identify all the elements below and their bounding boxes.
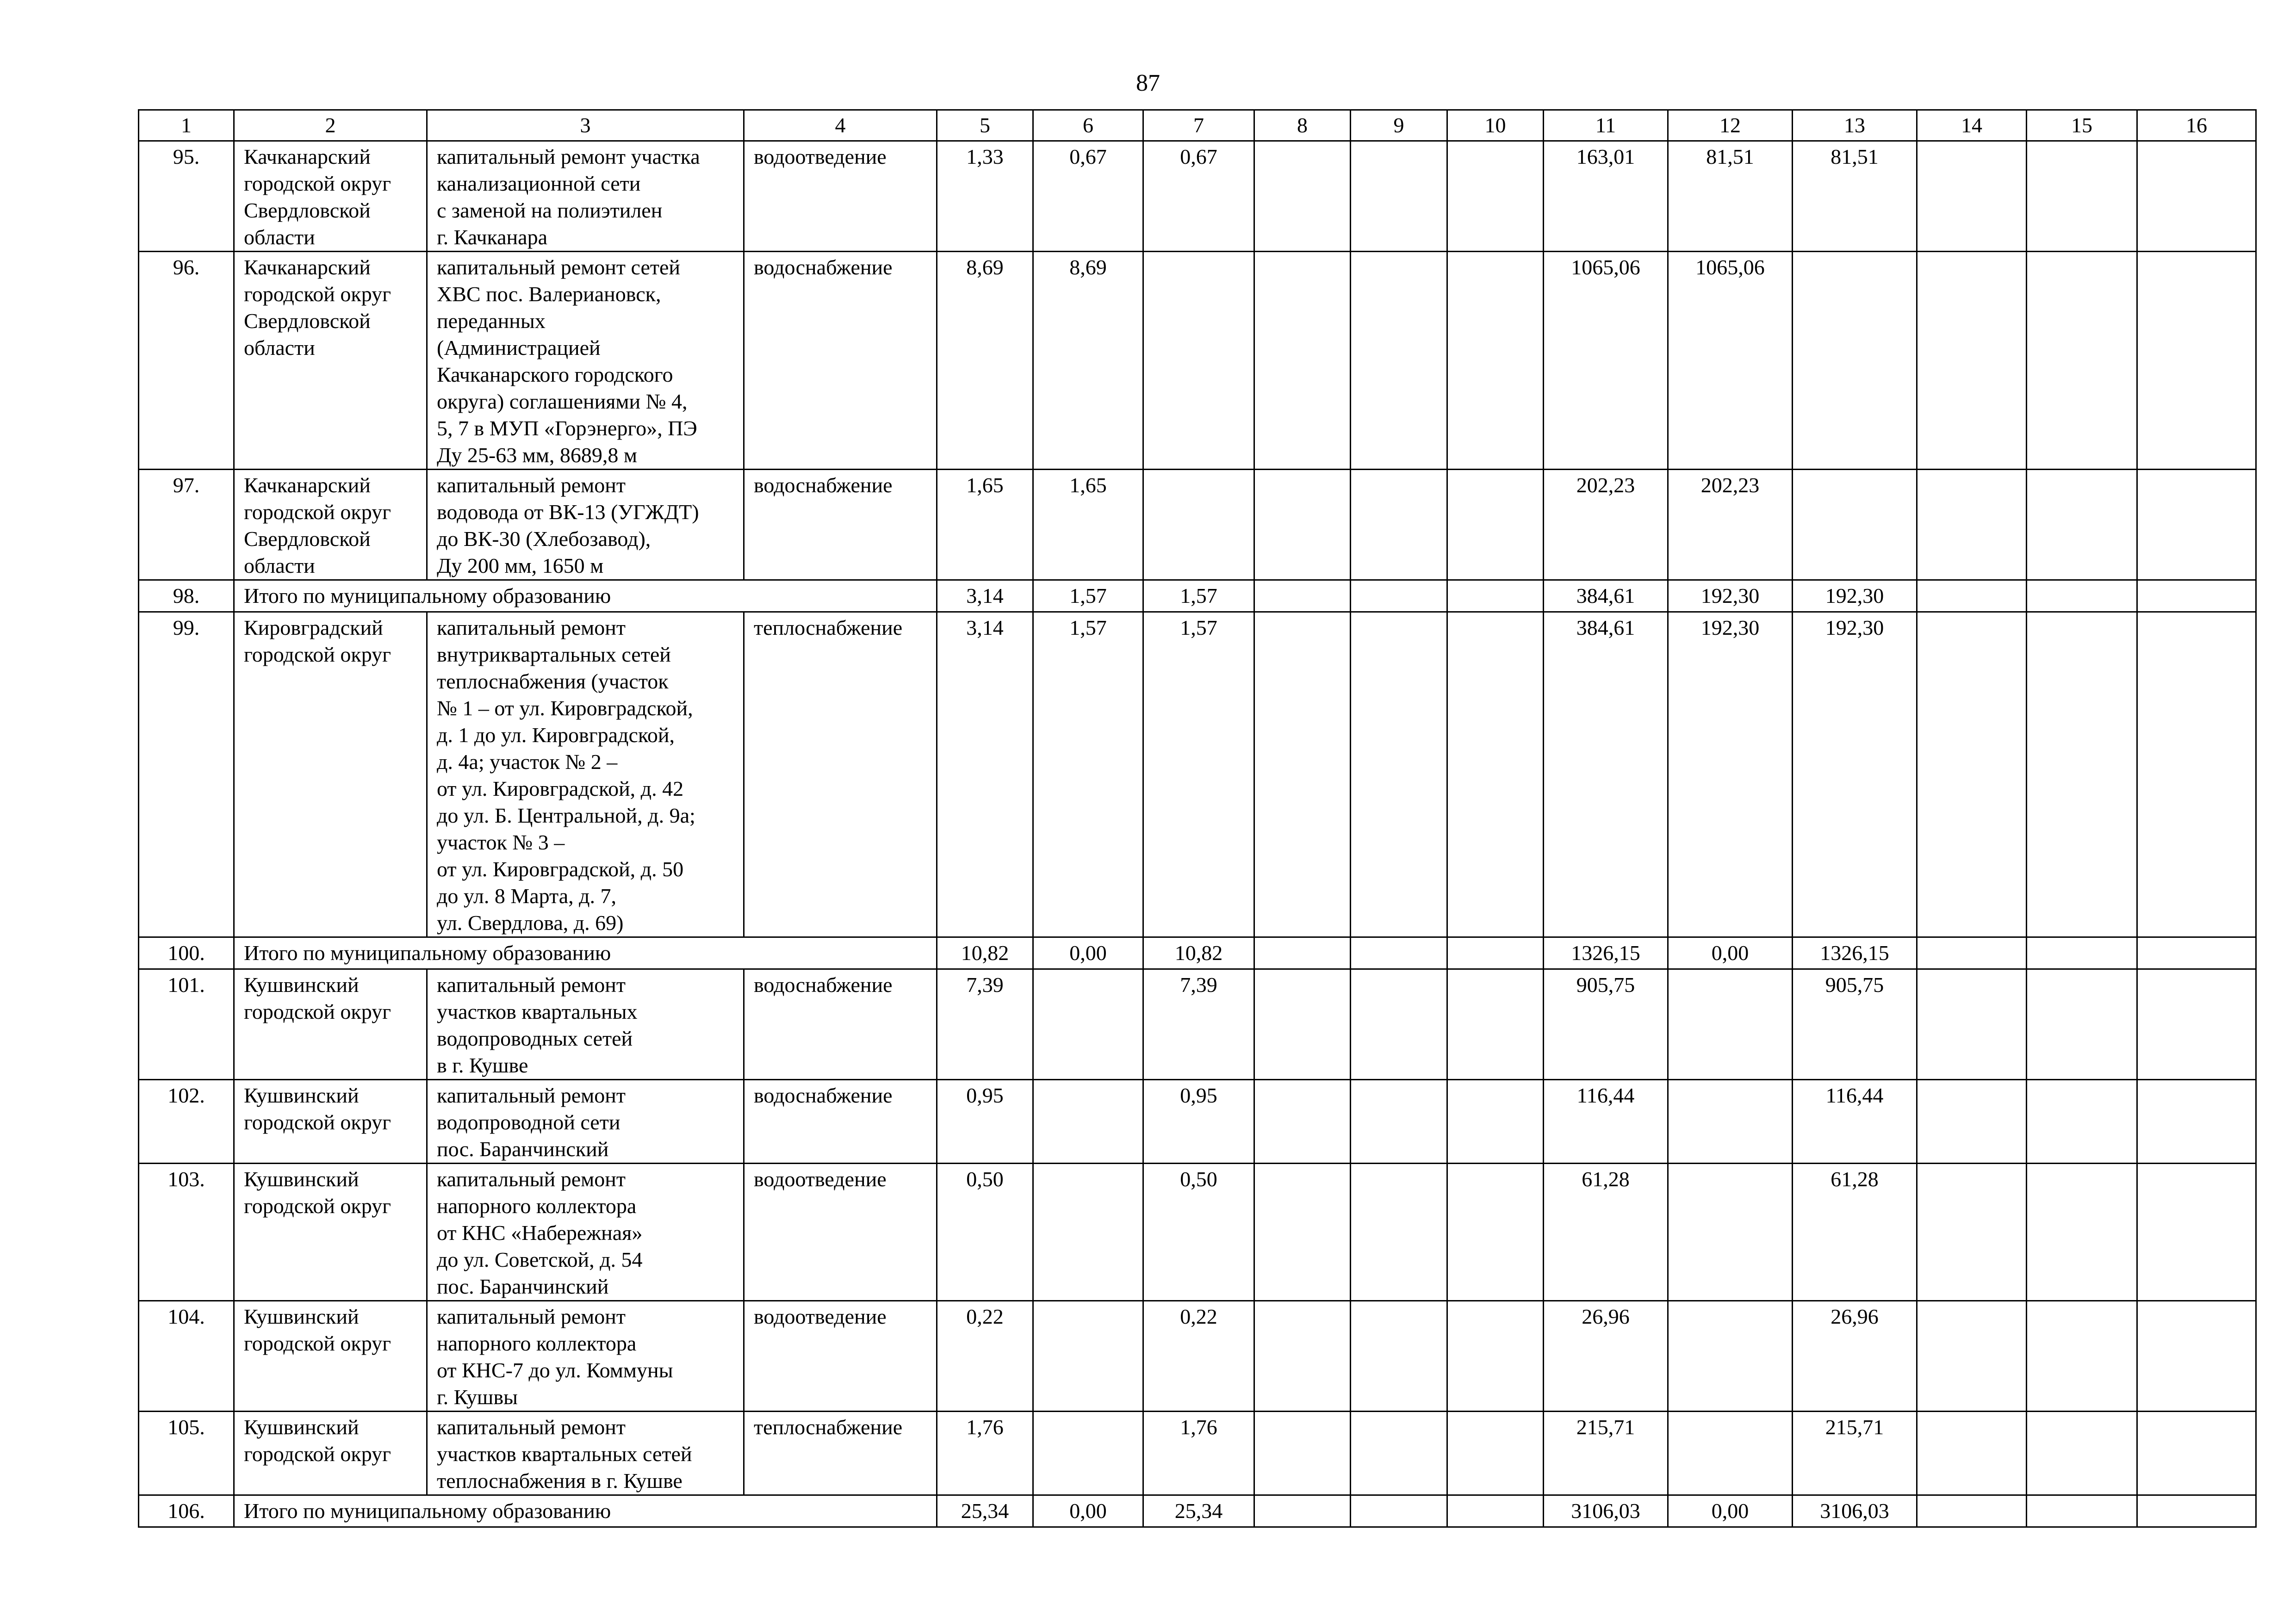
value-cell-c11: 163,01 — [1544, 141, 1668, 252]
table-row — [139, 1164, 2256, 1301]
column-number-cell: 15 — [2027, 110, 2137, 141]
value-cell-c13: 905,75 — [1793, 969, 1917, 1080]
table-row — [139, 612, 2256, 937]
value-cell-c9 — [1351, 1164, 1447, 1301]
municipality-cell: Кушвинский городской округ — [234, 969, 427, 1080]
value-cell-c15 — [2027, 141, 2137, 252]
value-cell-c12: 1065,06 — [1668, 252, 1793, 470]
row-number-cell: 97. — [139, 470, 234, 580]
table-row — [139, 1301, 2256, 1412]
value-cell-c5: 0,22 — [937, 1301, 1033, 1412]
table-body — [139, 110, 2256, 1527]
column-number-cell: 14 — [1917, 110, 2027, 141]
value-cell-c5: 3,14 — [937, 612, 1033, 937]
column-number-cell: 8 — [1254, 110, 1351, 141]
value-cell-c9 — [1351, 1080, 1447, 1164]
value-cell-c9 — [1351, 1495, 1447, 1527]
column-number-cell: 3 — [427, 110, 744, 141]
value-cell-c15 — [2027, 1164, 2137, 1301]
value-cell-c10 — [1447, 1164, 1544, 1301]
row-number-cell: 101. — [139, 969, 234, 1080]
value-cell-c10 — [1447, 1301, 1544, 1412]
value-cell-c8 — [1254, 141, 1351, 252]
value-cell-c11: 202,23 — [1544, 470, 1668, 580]
value-cell-c8 — [1254, 1301, 1351, 1412]
work-description-cell: капитальный ремонт внутриквартальных сетей теплоснабжения (участок № 1 – от ул. Кировградской, д. 1 до ул. Кировградской, д. 4а; участок № 2 – от ул. Кировградской, д. 42 до ул. Б. Центральной, д. 9а; участок № 3 – от ул. Кировградской, д. 50 до ул. 8 Марта, д. 7, ул. Свердлова, д. 69) — [427, 612, 744, 937]
column-number-cell: 1 — [139, 110, 234, 141]
work-description-cell: капитальный ремонт напорного коллектора от КНС «Набережная» до ул. Советской, д. 54 пос. Баранчинский — [427, 1164, 744, 1301]
column-number-cell: 11 — [1544, 110, 1668, 141]
value-cell-c6: 8,69 — [1033, 252, 1143, 470]
value-cell-c16 — [2137, 612, 2256, 937]
value-cell-c14 — [1917, 1301, 2027, 1412]
value-cell-c5: 1,76 — [937, 1412, 1033, 1495]
value-cell-c11: 384,61 — [1544, 612, 1668, 937]
work-description-cell: капитальный ремонт водовода от ВК-13 (УГЖДТ) до ВК-30 (Хлебозавод), Ду 200 мм, 1650 м — [427, 470, 744, 580]
value-cell-c12: 0,00 — [1668, 1495, 1793, 1527]
municipality-cell: Качканарский городской округ Свердловской области — [234, 141, 427, 252]
utility-type-cell: теплоснабжение — [744, 1412, 937, 1495]
value-cell-c9 — [1351, 969, 1447, 1080]
value-cell-c5: 0,50 — [937, 1164, 1033, 1301]
value-cell-c15 — [2027, 612, 2137, 937]
value-cell-c7 — [1143, 252, 1254, 470]
value-cell-c12: 192,30 — [1668, 580, 1793, 612]
value-cell-c13: 26,96 — [1793, 1301, 1917, 1412]
value-cell-c12 — [1668, 1164, 1793, 1301]
value-cell-c13 — [1793, 252, 1917, 470]
value-cell-c5: 1,33 — [937, 141, 1033, 252]
value-cell-c15 — [2027, 969, 2137, 1080]
value-cell-c8 — [1254, 1080, 1351, 1164]
value-cell-c6 — [1033, 1164, 1143, 1301]
value-cell-c11: 215,71 — [1544, 1412, 1668, 1495]
value-cell-c12 — [1668, 1301, 1793, 1412]
value-cell-c13 — [1793, 470, 1917, 580]
work-description-cell: капитальный ремонт участков квартальных водопроводных сетей в г. Кушве — [427, 969, 744, 1080]
value-cell-c16 — [2137, 1080, 2256, 1164]
value-cell-c14 — [1917, 1495, 2027, 1527]
value-cell-c7 — [1143, 470, 1254, 580]
value-cell-c8 — [1254, 1412, 1351, 1495]
column-number-cell: 4 — [744, 110, 937, 141]
value-cell-c14 — [1917, 1080, 2027, 1164]
value-cell-c10 — [1447, 141, 1544, 252]
value-cell-c6 — [1033, 969, 1143, 1080]
value-cell-c9 — [1351, 1412, 1447, 1495]
value-cell-c13: 215,71 — [1793, 1412, 1917, 1495]
table-row — [139, 1080, 2256, 1164]
value-cell-c7: 1,57 — [1143, 580, 1254, 612]
value-cell-c10 — [1447, 580, 1544, 612]
value-cell-c16 — [2137, 1495, 2256, 1527]
value-cell-c15 — [2027, 470, 2137, 580]
value-cell-c9 — [1351, 937, 1447, 969]
utility-type-cell: теплоснабжение — [744, 612, 937, 937]
value-cell-c7: 0,67 — [1143, 141, 1254, 252]
value-cell-c12: 192,30 — [1668, 612, 1793, 937]
row-number-cell: 100. — [139, 937, 234, 969]
column-number-cell: 10 — [1447, 110, 1544, 141]
column-number-cell: 7 — [1143, 110, 1254, 141]
value-cell-c15 — [2027, 937, 2137, 969]
value-cell-c15 — [2027, 1080, 2137, 1164]
value-cell-c9 — [1351, 252, 1447, 470]
column-number-cell: 16 — [2137, 110, 2256, 141]
value-cell-c5: 10,82 — [937, 937, 1033, 969]
value-cell-c9 — [1351, 1301, 1447, 1412]
value-cell-c10 — [1447, 252, 1544, 470]
value-cell-c5: 0,95 — [937, 1080, 1033, 1164]
value-cell-c9 — [1351, 141, 1447, 252]
value-cell-c16 — [2137, 252, 2256, 470]
municipality-cell: Качканарский городской округ Свердловской области — [234, 252, 427, 470]
table-row — [139, 470, 2256, 580]
value-cell-c15 — [2027, 1412, 2137, 1495]
value-cell-c7: 1,76 — [1143, 1412, 1254, 1495]
value-cell-c9 — [1351, 470, 1447, 580]
value-cell-c7: 7,39 — [1143, 969, 1254, 1080]
table-row — [139, 1412, 2256, 1495]
row-number-cell: 99. — [139, 612, 234, 937]
value-cell-c12: 0,00 — [1668, 937, 1793, 969]
value-cell-c13: 192,30 — [1793, 612, 1917, 937]
value-cell-c10 — [1447, 1080, 1544, 1164]
value-cell-c6 — [1033, 1301, 1143, 1412]
value-cell-c16 — [2137, 1164, 2256, 1301]
value-cell-c12 — [1668, 1412, 1793, 1495]
value-cell-c8 — [1254, 470, 1351, 580]
value-cell-c14 — [1917, 969, 2027, 1080]
value-cell-c7: 10,82 — [1143, 937, 1254, 969]
value-cell-c13: 192,30 — [1793, 580, 1917, 612]
row-number-cell: 103. — [139, 1164, 234, 1301]
value-cell-c5: 8,69 — [937, 252, 1033, 470]
value-cell-c16 — [2137, 1412, 2256, 1495]
municipality-cell: Качканарский городской округ Свердловской области — [234, 470, 427, 580]
value-cell-c15 — [2027, 252, 2137, 470]
value-cell-c11: 905,75 — [1544, 969, 1668, 1080]
table-row — [139, 252, 2256, 470]
page-number: 87 — [1136, 70, 1160, 96]
value-cell-c12 — [1668, 1080, 1793, 1164]
municipality-cell: Кировградский городской округ — [234, 612, 427, 937]
value-cell-c5: 7,39 — [937, 969, 1033, 1080]
municipality-cell: Кушвинский городской округ — [234, 1301, 427, 1412]
value-cell-c5: 1,65 — [937, 470, 1033, 580]
utility-type-cell: водоснабжение — [744, 470, 937, 580]
value-cell-c7: 1,57 — [1143, 612, 1254, 937]
value-cell-c8 — [1254, 1495, 1351, 1527]
value-cell-c15 — [2027, 1301, 2137, 1412]
value-cell-c10 — [1447, 969, 1544, 1080]
value-cell-c13: 81,51 — [1793, 141, 1917, 252]
value-cell-c6: 1,57 — [1033, 612, 1143, 937]
value-cell-c8 — [1254, 612, 1351, 937]
data-table — [138, 109, 2257, 1528]
value-cell-c16 — [2137, 580, 2256, 612]
value-cell-c14 — [1917, 470, 2027, 580]
column-number-cell: 13 — [1793, 110, 1917, 141]
row-number-cell: 98. — [139, 580, 234, 612]
value-cell-c10 — [1447, 1495, 1544, 1527]
value-cell-c6: 0,67 — [1033, 141, 1143, 252]
table-row — [139, 141, 2256, 252]
column-number-cell: 2 — [234, 110, 427, 141]
utility-type-cell: водоснабжение — [744, 1080, 937, 1164]
total-label-cell: Итого по муниципальному образованию — [234, 1495, 937, 1527]
table-row — [139, 969, 2256, 1080]
value-cell-c16 — [2137, 1301, 2256, 1412]
column-number-cell: 12 — [1668, 110, 1793, 141]
value-cell-c11: 3106,03 — [1544, 1495, 1668, 1527]
value-cell-c8 — [1254, 580, 1351, 612]
row-number-cell: 104. — [139, 1301, 234, 1412]
value-cell-c14 — [1917, 1412, 2027, 1495]
value-cell-c6 — [1033, 1412, 1143, 1495]
value-cell-c11: 1065,06 — [1544, 252, 1668, 470]
utility-type-cell: водоснабжение — [744, 969, 937, 1080]
value-cell-c6: 0,00 — [1033, 1495, 1143, 1527]
value-cell-c13: 1326,15 — [1793, 937, 1917, 969]
value-cell-c16 — [2137, 937, 2256, 969]
column-number-cell: 6 — [1033, 110, 1143, 141]
table-total-row — [139, 937, 2256, 969]
value-cell-c13: 3106,03 — [1793, 1495, 1917, 1527]
value-cell-c13: 116,44 — [1793, 1080, 1917, 1164]
value-cell-c12: 81,51 — [1668, 141, 1793, 252]
row-number-cell: 105. — [139, 1412, 234, 1495]
utility-type-cell: водоотведение — [744, 1301, 937, 1412]
municipality-cell: Кушвинский городской округ — [234, 1080, 427, 1164]
row-number-cell: 102. — [139, 1080, 234, 1164]
value-cell-c7: 0,95 — [1143, 1080, 1254, 1164]
value-cell-c14 — [1917, 1164, 2027, 1301]
total-label-cell: Итого по муниципальному образованию — [234, 580, 937, 612]
work-description-cell: капитальный ремонт сетей ХВС пос. Валериановск, переданных (Администрацией Качканарского городского округа) соглашениями № 4, 5, 7 в МУП «Горэнерго», ПЭ Ду 25-63 мм, 8689,8 м — [427, 252, 744, 470]
value-cell-c5: 25,34 — [937, 1495, 1033, 1527]
value-cell-c16 — [2137, 470, 2256, 580]
value-cell-c9 — [1351, 580, 1447, 612]
value-cell-c8 — [1254, 937, 1351, 969]
value-cell-c7: 25,34 — [1143, 1495, 1254, 1527]
value-cell-c11: 61,28 — [1544, 1164, 1668, 1301]
column-number-cell: 9 — [1351, 110, 1447, 141]
work-description-cell: капитальный ремонт участка канализационной сети с заменой на полиэтилен г. Качканара — [427, 141, 744, 252]
work-description-cell: капитальный ремонт участков квартальных сетей теплоснабжения в г. Кушве — [427, 1412, 744, 1495]
value-cell-c10 — [1447, 937, 1544, 969]
value-cell-c12: 202,23 — [1668, 470, 1793, 580]
utility-type-cell: водоотведение — [744, 1164, 937, 1301]
value-cell-c6: 1,65 — [1033, 470, 1143, 580]
value-cell-c7: 0,22 — [1143, 1301, 1254, 1412]
value-cell-c12 — [1668, 969, 1793, 1080]
value-cell-c11: 1326,15 — [1544, 937, 1668, 969]
utility-type-cell: водоотведение — [744, 141, 937, 252]
value-cell-c14 — [1917, 937, 2027, 969]
value-cell-c16 — [2137, 141, 2256, 252]
value-cell-c8 — [1254, 252, 1351, 470]
column-number-cell: 5 — [937, 110, 1033, 141]
value-cell-c10 — [1447, 470, 1544, 580]
row-number-cell: 106. — [139, 1495, 234, 1527]
value-cell-c8 — [1254, 969, 1351, 1080]
municipality-cell: Кушвинский городской округ — [234, 1412, 427, 1495]
work-description-cell: капитальный ремонт напорного коллектора от КНС-7 до ул. Коммуны г. Кушвы — [427, 1301, 744, 1412]
value-cell-c14 — [1917, 580, 2027, 612]
total-label-cell: Итого по муниципальному образованию — [234, 937, 937, 969]
value-cell-c15 — [2027, 580, 2137, 612]
value-cell-c13: 61,28 — [1793, 1164, 1917, 1301]
utility-type-cell: водоснабжение — [744, 252, 937, 470]
work-description-cell: капитальный ремонт водопроводной сети пос. Баранчинский — [427, 1080, 744, 1164]
municipality-cell: Кушвинский городской округ — [234, 1164, 427, 1301]
value-cell-c14 — [1917, 252, 2027, 470]
value-cell-c7: 0,50 — [1143, 1164, 1254, 1301]
value-cell-c6: 1,57 — [1033, 580, 1143, 612]
value-cell-c8 — [1254, 1164, 1351, 1301]
table-total-row — [139, 1495, 2256, 1527]
value-cell-c15 — [2027, 1495, 2137, 1527]
value-cell-c14 — [1917, 612, 2027, 937]
value-cell-c11: 116,44 — [1544, 1080, 1668, 1164]
table-total-row — [139, 580, 2256, 612]
value-cell-c5: 3,14 — [937, 580, 1033, 612]
value-cell-c16 — [2137, 969, 2256, 1080]
value-cell-c10 — [1447, 1412, 1544, 1495]
row-number-cell: 96. — [139, 252, 234, 470]
value-cell-c9 — [1351, 612, 1447, 937]
value-cell-c10 — [1447, 612, 1544, 937]
value-cell-c6: 0,00 — [1033, 937, 1143, 969]
value-cell-c11: 26,96 — [1544, 1301, 1668, 1412]
row-number-cell: 95. — [139, 141, 234, 252]
value-cell-c14 — [1917, 141, 2027, 252]
value-cell-c11: 384,61 — [1544, 580, 1668, 612]
value-cell-c6 — [1033, 1080, 1143, 1164]
column-number-row — [139, 110, 2256, 141]
